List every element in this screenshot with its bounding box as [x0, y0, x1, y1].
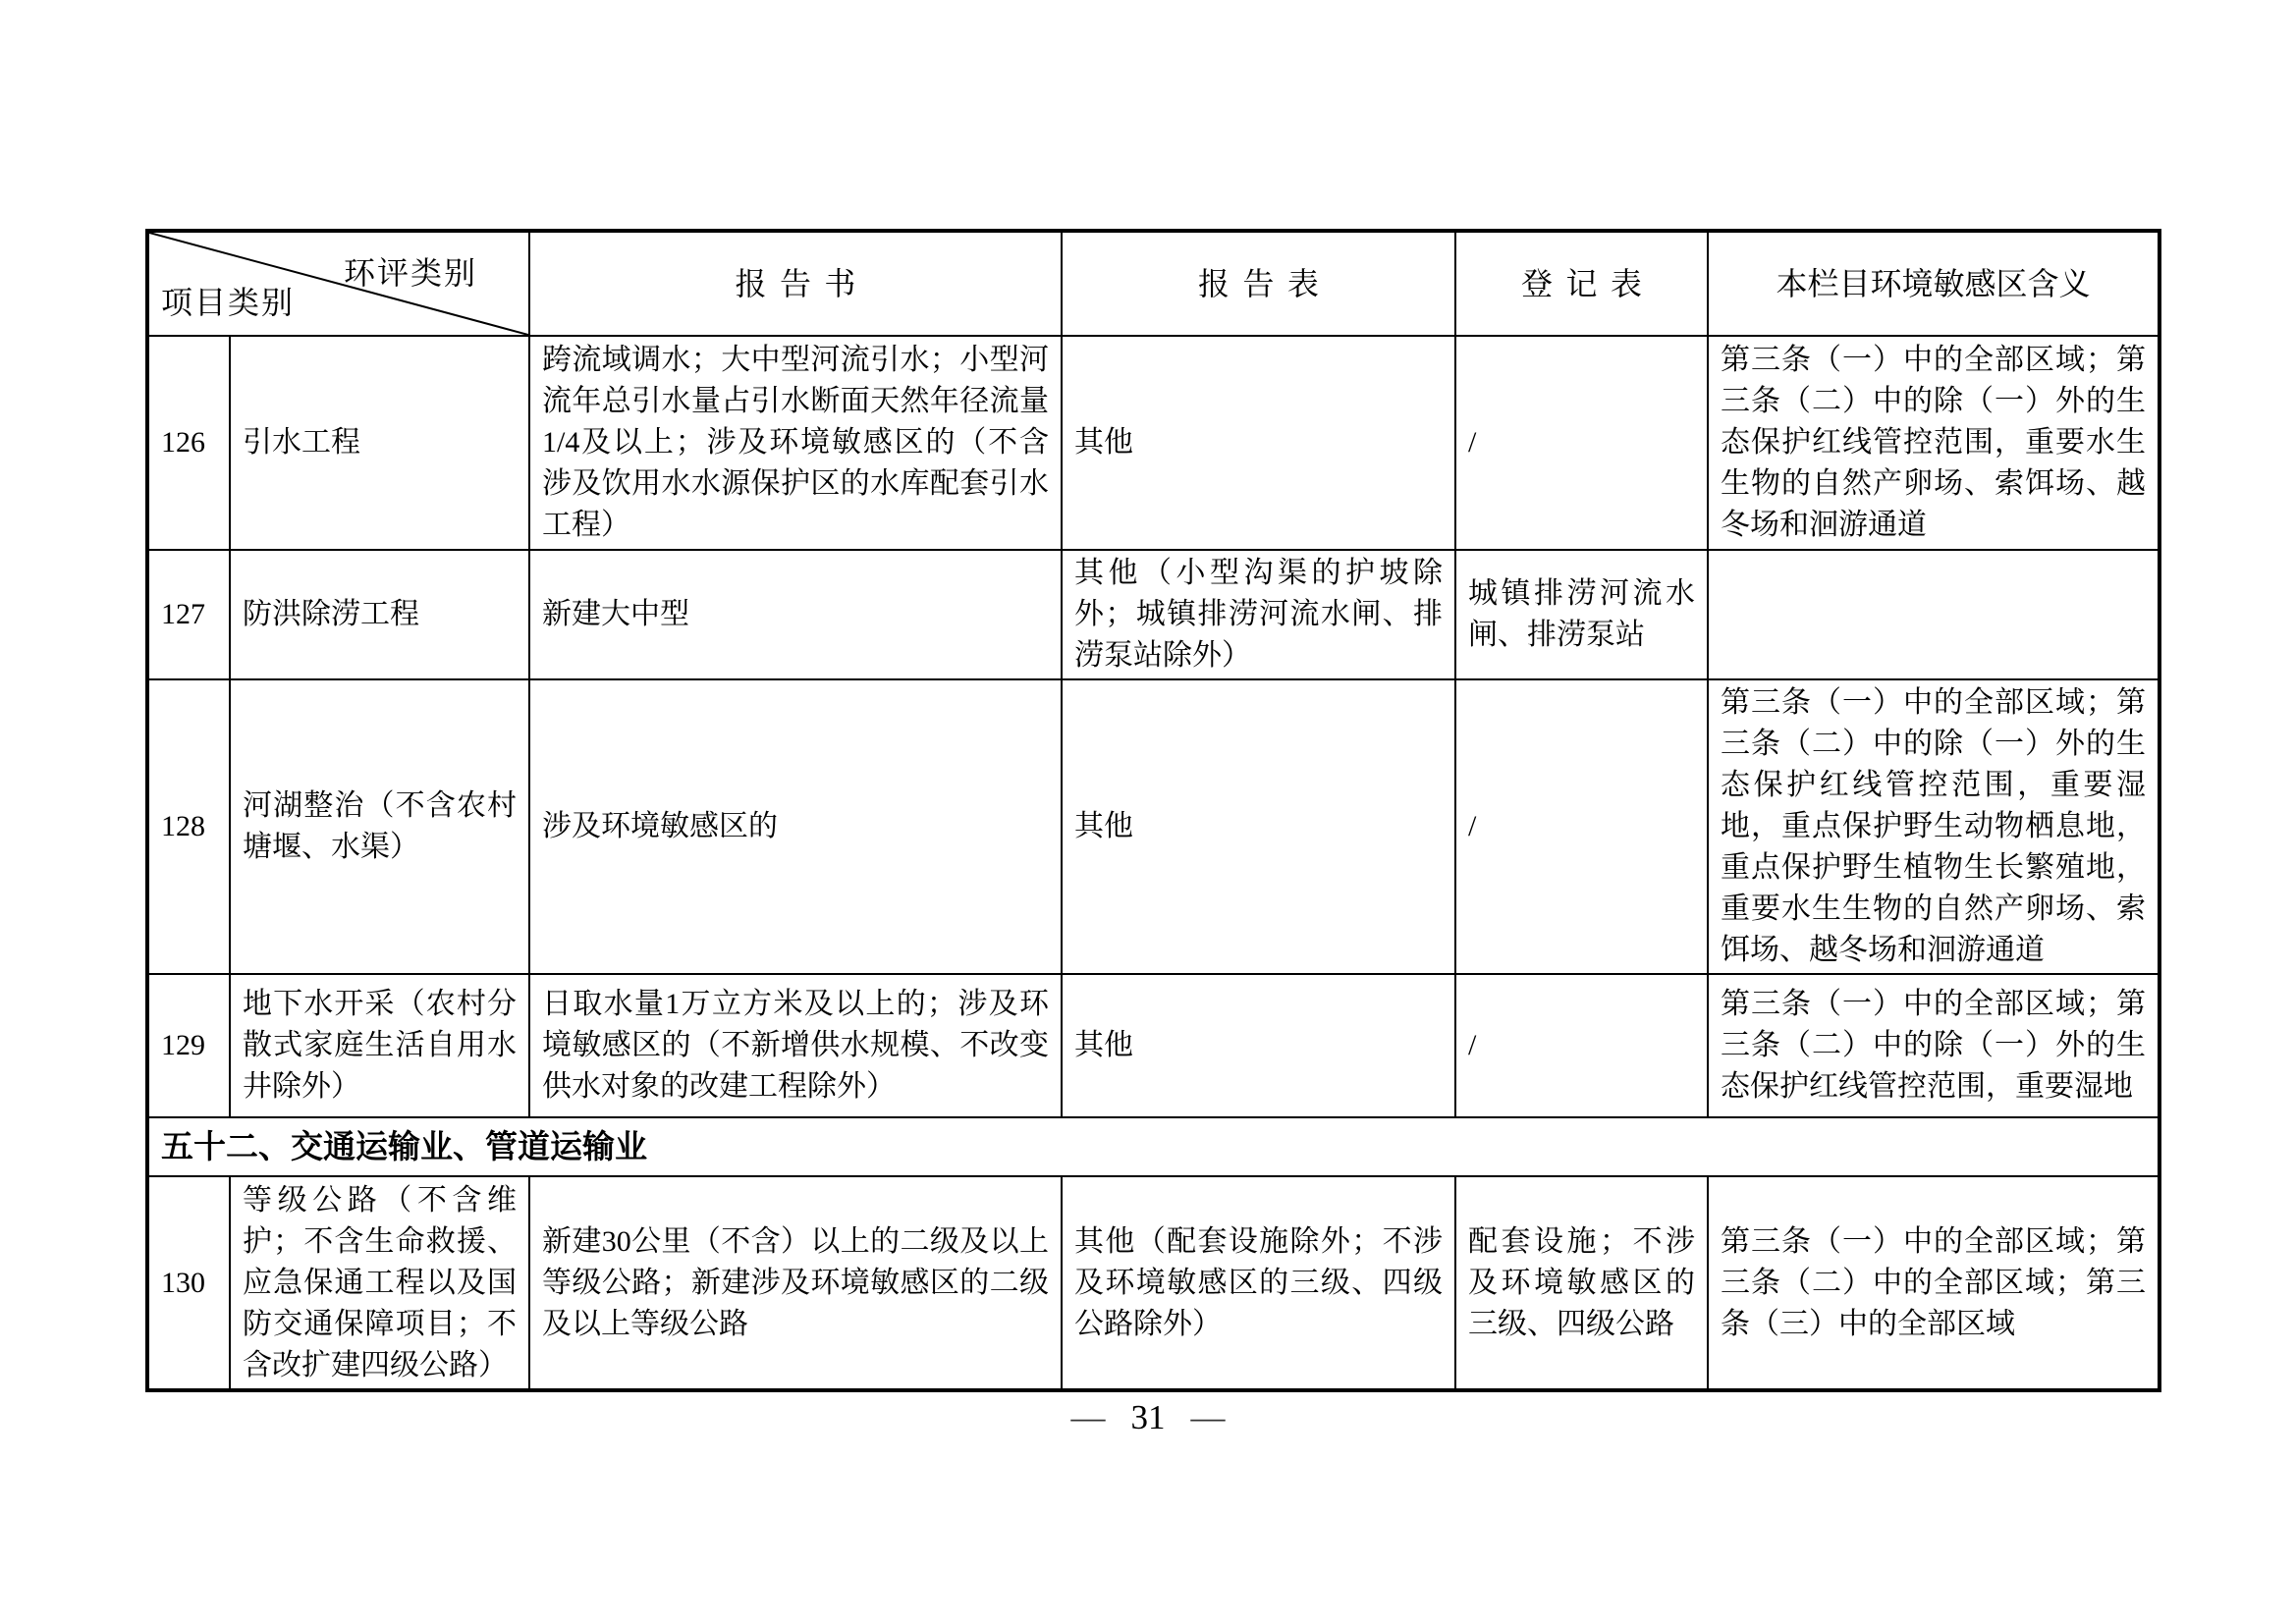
registration-form-cell: 城镇排涝河流水闸、排涝泵站 [1455, 550, 1708, 679]
sensitive-meaning-cell [1708, 550, 2159, 679]
diagonal-header-cell [147, 231, 529, 336]
table-row [147, 1176, 2159, 1390]
project-category: 防洪除涝工程 [230, 550, 529, 679]
report-book-cell: 新建大中型 [529, 550, 1062, 679]
section-header-label: 五十二、交通运输业、管道运输业 [147, 1117, 2159, 1176]
report-book-cell: 日取水量1万立方米及以上的；涉及环境敏感区的（不新增供水规模、不改变供水对象的改建工程除外） [529, 974, 1062, 1117]
header-sensitive-meaning: 本栏目环境敏感区含义 [1708, 231, 2159, 336]
page-number: 31 [1130, 1398, 1166, 1436]
report-form-cell: 其他（小型沟渠的护坡除外；城镇排涝河流水闸、排涝泵站除外） [1062, 550, 1455, 679]
footer-right-dash: — [1190, 1398, 1226, 1436]
row-number: 128 [147, 679, 230, 974]
header-report-form: 报告表 [1062, 231, 1455, 336]
table-row [147, 336, 2159, 550]
registration-form-cell: 配套设施；不涉及环境敏感区的三级、四级公路 [1455, 1176, 1708, 1390]
project-category: 河湖整治（不含农村塘堰、水渠） [230, 679, 529, 974]
table-header-row [147, 231, 2159, 336]
project-category: 引水工程 [230, 336, 529, 550]
sensitive-meaning-cell: 第三条（一）中的全部区域；第三条（二）中的除（一）外的生态保护红线管控范围，重要水生生物的自然产卵场、索饵场、越冬场和洄游通道 [1708, 336, 2159, 550]
report-form-cell: 其他 [1062, 974, 1455, 1117]
registration-form-cell: / [1455, 336, 1708, 550]
report-book-cell: 跨流域调水；大中型河流引水；小型河流年总引水量占引水断面天然年径流量1/4及以上；涉及环境敏感区的（不含涉及饮用水水源保护区的水库配套引水工程） [529, 336, 1062, 550]
sensitive-meaning-cell: 第三条（一）中的全部区域；第三条（二）中的除（一）外的生态保护红线管控范围，重要湿地 [1708, 974, 2159, 1117]
page-footer [0, 1398, 2296, 1437]
sensitive-meaning-cell: 第三条（一）中的全部区域；第三条（二）中的除（一）外的生态保护红线管控范围，重要湿地，重点保护野生动物栖息地，重点保护野生植物生长繁殖地，重要水生生物的自然产卵场、索饵场、越冬场和洄游通道 [1708, 679, 2159, 974]
table-row [147, 550, 2159, 679]
row-number: 126 [147, 336, 230, 550]
table-row [147, 679, 2159, 974]
report-form-cell: 其他 [1062, 336, 1455, 550]
header-registration-form: 登记表 [1455, 231, 1708, 336]
table-row [147, 974, 2159, 1117]
project-category: 等级公路（不含维护；不含生命救援、应急保通工程以及国防交通保障项目；不含改扩建四级公路） [230, 1176, 529, 1390]
header-project-category-label: 项目类别 [161, 285, 296, 320]
registration-form-cell: / [1455, 974, 1708, 1117]
row-number: 127 [147, 550, 230, 679]
row-number: 129 [147, 974, 230, 1117]
registration-form-cell: / [1455, 679, 1708, 974]
report-form-cell: 其他（配套设施除外；不涉及环境敏感区的三级、四级公路除外） [1062, 1176, 1455, 1390]
footer-left-dash: — [1070, 1398, 1106, 1436]
project-category: 地下水开采（农村分散式家庭生活自用水井除外） [230, 974, 529, 1117]
header-eia-category-label: 环评类别 [343, 255, 477, 291]
sensitive-meaning-cell: 第三条（一）中的全部区域；第三条（二）中的全部区域；第三条（三）中的全部区域 [1708, 1176, 2159, 1390]
header-report-book: 报告书 [529, 231, 1062, 336]
report-form-cell: 其他 [1062, 679, 1455, 974]
section-header-row [147, 1117, 2159, 1176]
report-book-cell: 涉及环境敏感区的 [529, 679, 1062, 974]
row-number: 130 [147, 1176, 230, 1390]
report-book-cell: 新建30公里（不含）以上的二级及以上等级公路；新建涉及环境敏感区的二级及以上等级公路 [529, 1176, 1062, 1390]
classification-table [145, 229, 2161, 1392]
